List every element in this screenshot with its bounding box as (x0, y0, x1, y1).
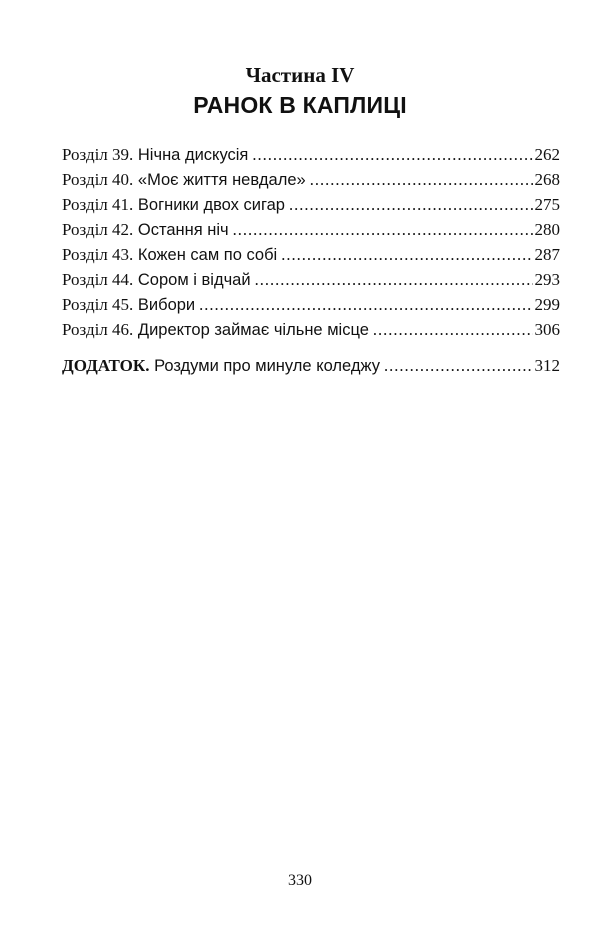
part-title: РАНОК В КАПЛИЦІ (193, 92, 407, 118)
toc-entry-label (62, 353, 380, 379)
toc-leader-dots (281, 242, 532, 267)
toc-entry-title: Кожен сам по собі (137, 246, 278, 264)
toc-leader-dots (384, 353, 533, 378)
toc-leader-dots (252, 142, 532, 167)
toc-entry-page: 275 (534, 195, 560, 214)
toc-entry-title: Вибори (137, 296, 196, 314)
toc-entry-page: 293 (534, 270, 560, 289)
table-of-contents (62, 142, 560, 378)
toc-entry-chapter-44[interactable] (62, 267, 560, 292)
toc-entry-chapter-43[interactable] (62, 242, 560, 267)
toc-entry-prefix: Розділ 45. (62, 295, 134, 314)
toc-entry-chapter-39[interactable] (62, 142, 560, 167)
toc-entry-prefix: Розділ 42. (62, 220, 134, 239)
toc-entry-prefix: Розділ 44. (62, 270, 134, 289)
toc-entry-page: 312 (534, 356, 560, 375)
toc-entry-label (62, 292, 195, 318)
toc-entry-label (62, 317, 369, 343)
toc-entry-title: Остання ніч (137, 221, 229, 239)
toc-entry-label (62, 167, 306, 193)
toc-entry-title: Вогники двох сигар (137, 196, 285, 214)
toc-entry-chapter-42[interactable] (62, 217, 560, 242)
toc-entry-page: 287 (534, 245, 560, 264)
toc-entry-title: Сором і відчай (137, 271, 251, 289)
toc-entry-page: 306 (534, 320, 560, 339)
part-heading (0, 62, 600, 120)
toc-entry-appendix[interactable] (62, 353, 560, 378)
toc-entry-page: 299 (534, 295, 560, 314)
toc-entry-page: 280 (534, 220, 560, 239)
toc-entry-chapter-40[interactable] (62, 167, 560, 192)
toc-entry-title: Директор займає чільне місце (137, 321, 369, 339)
appendix-label: ДОДАТОК. (62, 356, 150, 375)
toc-entry-prefix: Розділ 39. (62, 145, 134, 164)
toc-entry-prefix: Розділ 46. (62, 320, 134, 339)
toc-entry-prefix: Розділ 40. (62, 170, 134, 189)
toc-leader-dots (233, 217, 533, 242)
toc-entry-chapter-46[interactable] (62, 317, 560, 342)
toc-leader-dots (289, 192, 533, 217)
toc-entry-chapter-45[interactable] (62, 292, 560, 317)
toc-leader-dots (255, 267, 533, 292)
toc-entry-label (62, 192, 285, 218)
toc-entry-prefix: Розділ 43. (62, 245, 134, 264)
toc-entry-prefix: Розділ 41. (62, 195, 134, 214)
toc-entry-page: 262 (534, 145, 560, 164)
toc-entry-title: Нічна дискусія (137, 146, 249, 164)
toc-entry-title: «Моє життя невдале» (137, 171, 306, 189)
toc-entry-label (62, 242, 277, 268)
toc-entry-label (62, 217, 229, 243)
part-label: Частина IV (245, 63, 355, 87)
toc-entry-label (62, 142, 248, 168)
toc-entry-label (62, 267, 251, 293)
toc-entry-chapter-41[interactable] (62, 192, 560, 217)
toc-leader-dots (199, 292, 532, 317)
toc-leader-dots (373, 317, 533, 342)
toc-leader-dots (310, 167, 533, 192)
toc-entry-page: 268 (534, 170, 560, 189)
appendix-title: Роздуми про минуле коледжу (154, 357, 380, 375)
page-number: 330 (288, 872, 312, 889)
